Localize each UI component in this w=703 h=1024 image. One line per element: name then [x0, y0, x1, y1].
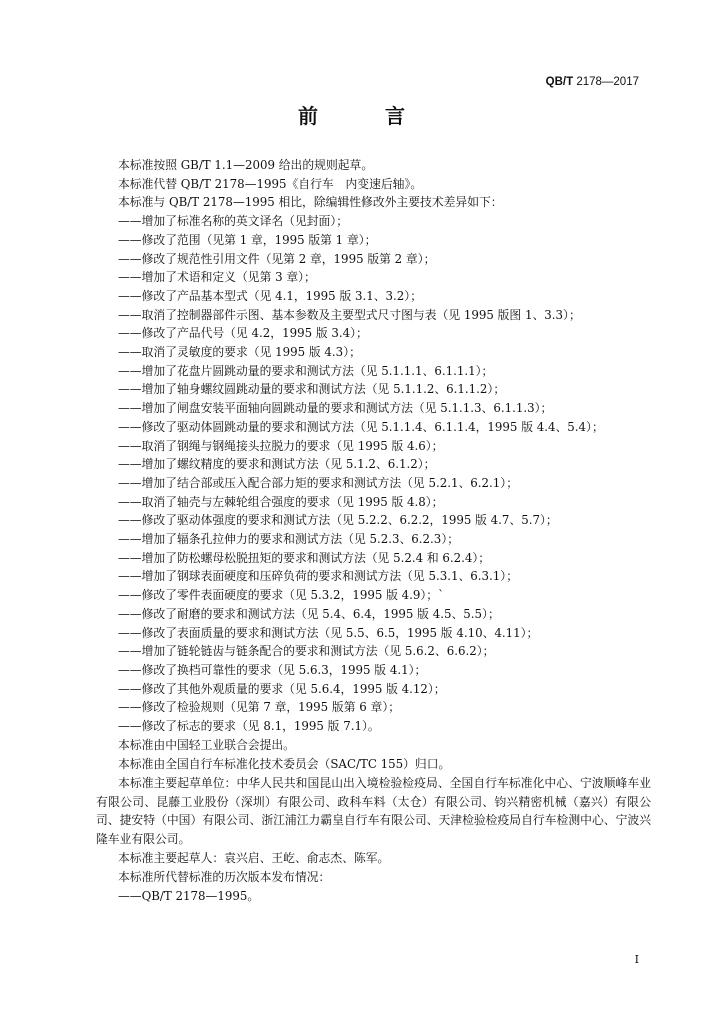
list-item: ——修改了标志的要求（见 8.1，1995 版 7.1）。 — [118, 719, 380, 734]
list-item: ——增加了花盘片圆跳动量的要求和测试方法（见 5.1.1.1、6.1.1.1）； — [118, 363, 494, 378]
text-line: 本标准代替 QB/T 2178—1995《自行车 内变速后轴》。 — [118, 176, 423, 191]
list-item: ——修改了产品基本型式（见 4.1，1995 版 3.1、3.2）； — [118, 288, 422, 303]
list-item: ——修改了范围（见第 1 章，1995 版第 1 章）； — [118, 232, 377, 247]
list-item: ——修改了耐磨的要求和测试方法（见 5.4、6.4，1995 版 4.5、5.5）； — [118, 606, 500, 621]
list-item: ——修改了检验规则（见第 7 章，1995 版第 6 章）； — [118, 700, 401, 715]
history-item: ——QB/T 2178—1995。 — [118, 888, 260, 903]
list-item: ——修改了驱动体圆跳动量的要求和测试方法（见 5.1.1.4、6.1.1.4，1995 版 4.4、5.4）； — [118, 419, 604, 434]
list-item: ——取消了轴壳与左棘轮组合强度的要求（见 1995 版 4.8）； — [118, 494, 444, 509]
list-item: ——增加了标准名称的英文译名（见封面）； — [118, 214, 349, 229]
text-line: 本标准由全国自行车标准化技术委员会（SAC/TC 155）归口。 — [118, 756, 451, 771]
list-item: ——取消了控制器部件示图、基本参数及主要型式尺寸图与表（见 1995 版图 1、3.3）； — [118, 307, 581, 322]
page-title: 前 言 — [298, 104, 435, 128]
list-item: ——增加了链轮链齿与链条配合的要求和测试方法（见 5.6.2、6.6.2）； — [118, 644, 495, 659]
list-item: ——修改了其他外观质量的要求（见 5.6.4，1995 版 4.12）； — [118, 681, 446, 696]
text-line: 本标准与 QB/T 2178—1995 相比，除编辑性修改外主要技术差异如下： — [118, 195, 503, 210]
list-item: ——修改了产品代号（见 4.2，1995 版 3.4）； — [118, 326, 368, 341]
list-item: ——修改了零件表面硬度的要求（见 5.3.2，1995 版 4.9）；` — [118, 588, 444, 603]
text-line: 本标准由中国轻工业联合会提出。 — [118, 737, 295, 752]
list-item: ——取消了灵敏度的要求（见 1995 版 4.3）； — [118, 345, 361, 360]
history-intro: 本标准所代替标准的历次版本发布情况： — [118, 869, 331, 884]
list-item: ——增加了螺纹精度的要求和测试方法（见 5.1.2、6.1.2）； — [118, 457, 436, 472]
list-item: ——修改了规范性引用文件（见第 2 章，1995 版第 2 章）； — [118, 251, 436, 266]
text-line: 本标准按照 GB/T 1.1—2009 给出的规则起草。 — [118, 158, 374, 172]
list-item: ——增加了术语和定义（见第 3 章）； — [118, 270, 316, 285]
list-item: ——修改了表面质量的要求和测试方法（见 5.5、6.5，1995 版 4.10、4.11）； — [118, 625, 539, 640]
preface-body — [96, 156, 651, 905]
standard-code — [546, 76, 639, 88]
drafters: 本标准主要起草人：袁兴启、王屹、俞志杰、陈军。 — [118, 851, 390, 866]
list-item: ——增加了闸盘安装平面轴向圆跳动量的要求和测试方法（见 5.1.1.3、6.1.1.3）； — [118, 401, 553, 416]
drafting-units: 本标准主要起草单位：中华人民共和国昆山出入境检验检疫局、全国自行车标准化中心、宁波顺峰车业有限公司、昆藤工业股份（深圳）有限公司、政科车料（太仓）有限公司、钧兴精密机械（嘉兴）有限公司、捷安特（中国）有限公司、浙江浦江力霸皇自行车有限公司、天津检验检疫局自行车检测中心、宁波兴隆车业有限公司。 — [96, 776, 651, 846]
list-item: ——增加了辐条孔拉伸力的要求和测试方法（见 5.2.3、6.2.3）； — [118, 532, 460, 547]
list-item: ——取消了钢绳与钢绳接头拉脱力的要求（见 1995 版 4.6）； — [118, 438, 444, 453]
list-item: ——增加了结合部或压入配合部力矩的要求和测试方法（见 5.2.1、6.2.1）； — [118, 475, 518, 490]
standard-prefix: QB/T — [545, 76, 574, 88]
standard-number: 2178—2017 — [576, 76, 639, 88]
page-number: I — [634, 953, 639, 966]
list-item: ——增加了钢球表面硬度和压碎负荷的要求和测试方法（见 5.3.1、6.3.1）； — [118, 569, 518, 584]
list-item: ——增加了轴身螺纹圆跳动量的要求和测试方法（见 5.1.1.2、6.1.1.2）； — [118, 382, 506, 397]
list-item: ——增加了防松螺母松脱扭矩的要求和测试方法（见 5.2.4 和 6.2.4）； — [118, 550, 491, 565]
list-item: ——修改了换档可靠性的要求（见 5.6.3，1995 版 4.1）； — [118, 662, 427, 677]
list-item: ——修改了驱动体强度的要求和测试方法（见 5.2.2、6.2.2，1995 版 4.7、5.7）； — [118, 513, 558, 528]
